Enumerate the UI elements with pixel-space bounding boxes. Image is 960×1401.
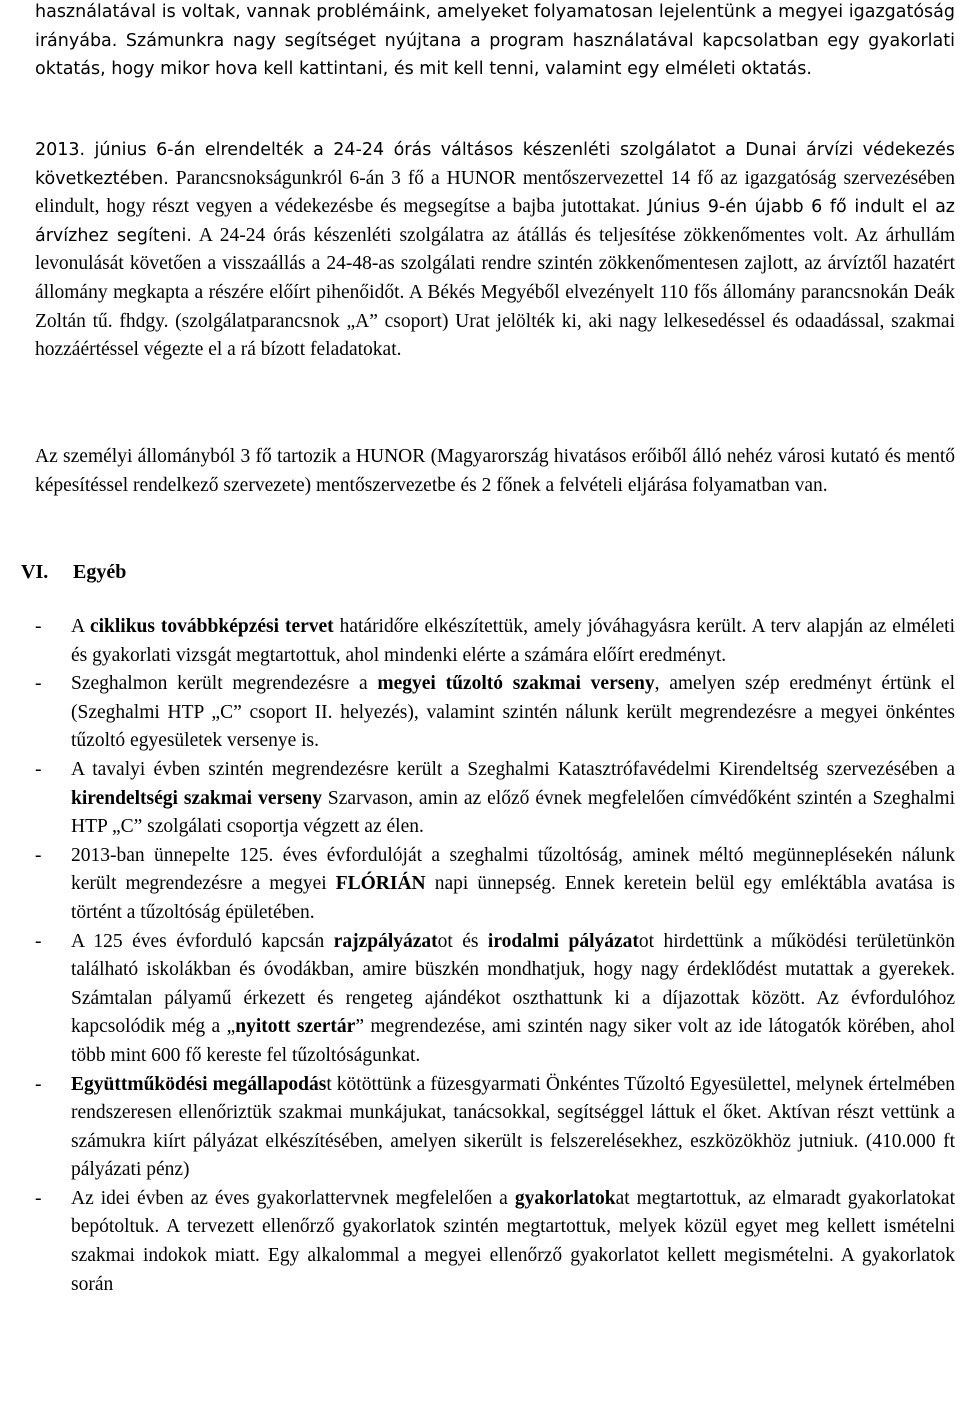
p2013-serif-part1: Parancsnokságunkról 6-án 3 fő a HUNOR mentőszervezettel 14 fő az igazgatóság szervezésében elindult, hogy részt vegyen a védekezésbe és megsegítse a bajba jutottakat.	[35, 167, 955, 218]
list-item	[35, 842, 955, 928]
b5-bold2: irodalmi pályázat	[487, 930, 639, 952]
b5-bold1: rajzpályázat	[333, 930, 438, 952]
b6-post: t kötöttünk a füzesgyarmati Önkéntes Tűzoltó Egyesülettel, melynek értelmében rendszeresen ellenőriztük szakmai munkájukat, tanácsokkal, segítséggel láttuk el őket. Aktívan részt vettünk a számukra kiírt pályázat elkészítésében, amelyen sikerült is felszerelésekhez, eszközökhöz jutniuk. (410.000 ft pályázati pénz)	[71, 1073, 955, 1181]
b2-bold: megyei tűzoltó szakmai verseny	[377, 673, 655, 695]
b2-post: , amelyen szép eredményt értünk el (Szeghalmi HTP „C” csoport II. helyezés), valamint szintén nálunk került megrendezésre a megyei önkéntes tűzoltó egyesületek versenye is.	[71, 673, 955, 752]
b5-mid1: ot és	[437, 930, 488, 952]
b5-pre: A 125 éves évforduló kapcsán	[71, 930, 334, 952]
list-item	[35, 1185, 955, 1299]
b5-post: ” megrendezése, ami szintén nagy siker volt az ide látogatók körében, ahol több mint 600 fő kereste fel tűzoltóságunkat.	[71, 1016, 955, 1066]
bullet-dash: -	[35, 844, 42, 866]
bullet-dash: -	[35, 673, 42, 695]
list-item	[35, 670, 955, 756]
b5-mid2: ot hirdettünk a működési területünkön található iskolákban és óvodákban, amire büszkén mondhatjuk, hogy nagy érdeklődést mutattak a gyerekek. Számtalan pályamű érkezett és rengeteg ajándékot oszthattunk ki a díjazottak között. Az évfordulóhoz kapcsolódik még a „	[71, 930, 955, 1038]
b3-pre: A tavalyi évben szintén megrendezésre került a Szeghalmi Katasztrófavédelmi Kirendeltség szervezésében a	[71, 758, 955, 780]
bullet-dash: -	[35, 758, 42, 780]
bullet-dash: -	[35, 616, 42, 637]
b5-bold3: nyitott szertár	[235, 1016, 356, 1038]
bullet-dash: -	[35, 930, 42, 952]
paragraph-2013	[35, 136, 955, 365]
list-item	[35, 756, 955, 842]
b6-bold: Együttműködési megállapodás	[71, 1073, 327, 1095]
b1-bold: ciklikus továbbképzési tervet	[89, 616, 334, 637]
b3-bold: kirendeltségi szakmai verseny	[71, 787, 322, 809]
p2013-sans-part2: Június 9-én újabb 6 fő indult el az árvízhez segíteni.	[35, 197, 955, 246]
b3-post: Szarvason, amin az előző évnek megfelelően címvédőként szintén a Szeghalmi HTP „C” szolgálati csoportja végzett az élen.	[71, 787, 955, 838]
bullet-dash: -	[35, 1073, 42, 1095]
intro-text: használatával is voltak, vannak problémáink, amelyeket folyamatosan lejelentünk a megyei igazgatóság irányába. Számunkra nagy segítséget nyújtana a program használatával kapcsolatban egy gyakorlati oktatás, hogy mikor hova kell kattintani, és mit kell tenni, valamint egy elméleti oktatás.	[35, 2, 955, 80]
b7-pre: Az idei évben az éves gyakorlattervnek megfelelően a	[71, 1187, 515, 1209]
b2-pre: Szeghalmon került megrendezésre a	[71, 673, 378, 695]
b1-pre: A	[71, 616, 90, 637]
list-item	[35, 928, 955, 1071]
b4-post: napi ünnepség. Ennek keretein belül egy emléktábla avatása is történt a tűzoltóság épületében.	[71, 873, 955, 923]
bullet-list	[35, 613, 955, 1299]
b7-post: at megtartottuk, az elmaradt gyakorlatokat bepótoltuk. A tervezett ellenőrző gyakorlatok szintén megtartottuk, melyek közül egyet meg kellett ismételni szakmai indokok miatt. Egy alkalommal a megyei ellenőrző gyakorlatot kellett megismételni. A gyakorlatok során	[71, 1187, 955, 1295]
b4-pre: 2013-ban ünnepelte 125. éves évfordulóját a szeghalmi tűzoltóság, aminek méltó megünneplésekén nálunk került megrendezésre a megyei	[71, 844, 955, 895]
paragraph-intro	[35, 0, 955, 84]
p2013-sans-part: 2013. június 6-án elrendelték a 24-24 órás váltásos készenléti szolgálatot a Dunai árvízi védekezés következtében.	[35, 140, 955, 189]
p2013-serif-part2: A 24-24 órás készenléti szolgálatra az átállás és teljesítése zökkenőmentes volt. Az árhullám levonulását követően a visszaállás a 24-48-as szolgálati rendre szintén zökkenőmentesen zajlott, az árvíztől hazatért állomány megkapta a részére előírt pihenőidőt. A Békés Megyéből elvezényelt 110 fős állomány parancsnokán Deák Zoltán tű. fhdgy. (szolgálatparancsnok „A” csoport) Urat jelölték ki, aki nagy lelkesedéssel és odaadással, szakmai hozzáértéssel végezte el a rá bízott feladatokat.	[35, 224, 955, 361]
list-item	[35, 613, 955, 670]
b4-bold: FLÓRIÁN	[335, 873, 426, 895]
b7-bold: gyakorlatok	[514, 1187, 616, 1209]
list-item	[35, 1071, 955, 1185]
section-heading	[21, 558, 126, 587]
paragraph-szemelyi	[35, 443, 955, 500]
szemelyi-text: Az személyi állományból 3 fő tartozik a HUNOR (Magyarország hivatásos erőiből álló nehéz városi kutató és mentő képesítéssel rendelkező szervezete) mentőszervezetbe és 2 főnek a felvételi eljárása folyamatban van.	[35, 446, 955, 496]
section-title: Egyéb	[73, 561, 127, 583]
b1-post: határidőre elkészítettük, amely jóváhagyásra került. A terv alapján az elméleti és gyakorlati vizsgát megtartottuk, ahol mindenki elérte a számára előírt eredményt.	[71, 616, 955, 666]
bullet-dash: -	[35, 1187, 42, 1209]
section-number: VI.	[21, 561, 49, 583]
